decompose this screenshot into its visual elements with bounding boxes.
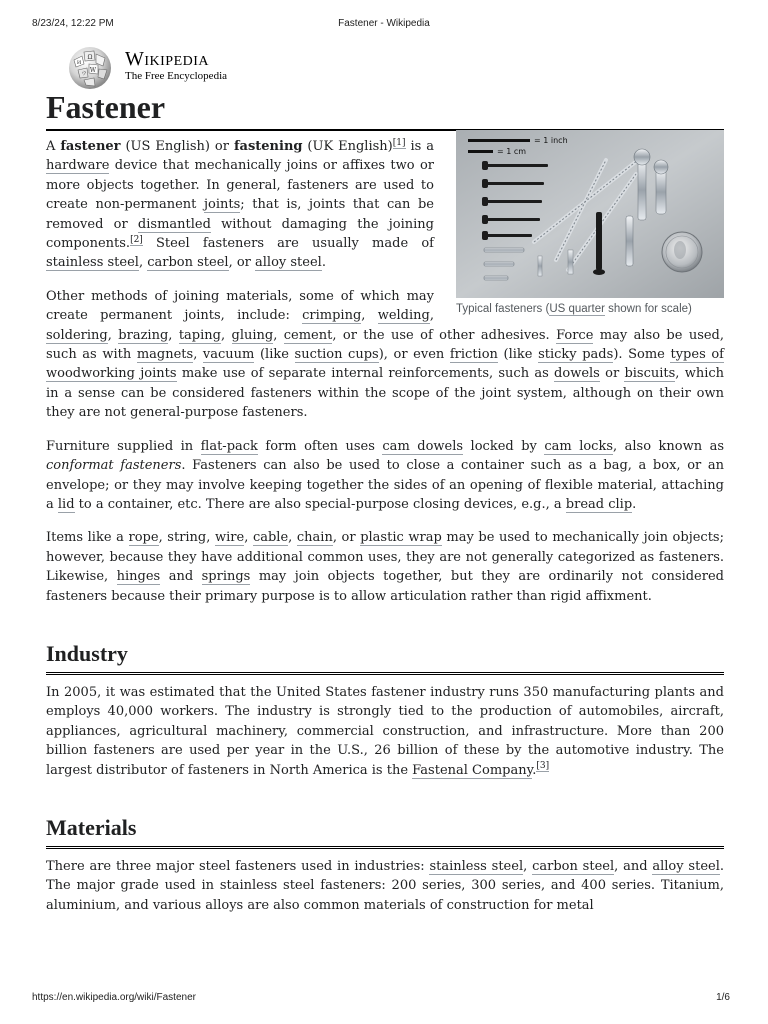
wikipedia-globe-icon — [66, 44, 114, 90]
link-lid[interactable]: lid — [57, 496, 75, 512]
caption-text: Typical fasteners ( — [456, 303, 550, 315]
link-vacuum[interactable]: vacuum — [202, 347, 255, 363]
term-fastener: fastener — [60, 139, 121, 154]
link-stainless-steel[interactable]: stainless steel — [46, 255, 139, 271]
materials-paragraph: There are three major steel fasteners used in industries: stainless steel, carbon steel, and alloy steel. The major grade used in stainless steel fasteners: 200 series, 300 series, and 400 series. Titanium, aluminium, and various alloys are also common materials of construction for metal — [46, 858, 725, 913]
print-header — [32, 18, 736, 32]
caption-text: shown for scale) — [604, 303, 692, 315]
link-dowels[interactable]: dowels — [554, 366, 600, 382]
print-page-title: Fastener - Wikipedia — [338, 18, 430, 29]
link-crimping[interactable]: crimping — [302, 308, 362, 324]
svg-text:W: W — [89, 67, 97, 74]
link-cable[interactable]: cable — [252, 530, 289, 546]
svg-text:И: И — [76, 60, 82, 66]
article-figure — [456, 130, 724, 317]
link-chain[interactable]: chain — [296, 530, 333, 546]
wikipedia-tagline: The Free Encyclopedia — [125, 70, 228, 82]
link-springs[interactable]: springs — [201, 569, 251, 585]
link-woodworking-joints[interactable]: types of woodworking joints — [46, 347, 724, 382]
link-wire[interactable]: wire — [215, 530, 245, 546]
page-title: Fastener — [46, 88, 724, 131]
link-friction[interactable]: friction — [449, 347, 498, 363]
scale-cm-label: = 1 cm — [497, 147, 527, 156]
figure-caption — [456, 301, 724, 317]
link-cement[interactable]: cement — [283, 327, 333, 343]
reference-1[interactable]: [1] — [392, 137, 406, 148]
svg-text:Ω: Ω — [87, 54, 93, 61]
link-taping[interactable]: taping — [178, 327, 221, 343]
link-soldering[interactable]: soldering — [46, 327, 108, 343]
wikipedia-wordmark: Wikipedia — [125, 48, 210, 70]
reference-2[interactable]: [2] — [130, 234, 143, 245]
link-carbon-steel[interactable]: carbon steel — [532, 858, 615, 874]
link-biscuits[interactable]: biscuits — [624, 366, 676, 382]
link-welding[interactable]: welding — [377, 308, 430, 324]
wikipedia-logo[interactable] — [66, 44, 266, 90]
industry-paragraph: In 2005, it was estimated that the United States fastener industry runs 350 manufacturing plants and employs 40,000 workers. The industry is strongly tied to the production of automobiles, aircraft, appliances, agricultural machinery, commercial construction, and infrastructure. More than 200 billion fasteners are used per year in the U.S., 26 billion of these by the automotive industry. The largest distributor of fasteners in North America is the Fastenal Company.[3] — [46, 684, 724, 778]
print-url: https://en.wikipedia.org/wiki/Fastener — [32, 992, 196, 1003]
link-joints[interactable]: joints — [203, 197, 241, 213]
article-content — [46, 88, 724, 915]
link-cam-dowels[interactable]: cam dowels — [382, 438, 464, 454]
link-suction-cups[interactable]: suction cups — [294, 347, 379, 363]
fasteners-photo[interactable] — [456, 130, 724, 298]
print-footer — [32, 992, 736, 1006]
link-cam-locks[interactable]: cam locks — [544, 438, 614, 454]
link-brazing[interactable]: brazing — [118, 327, 169, 343]
link-carbon-steel[interactable]: carbon steel — [147, 255, 229, 271]
link-hardware[interactable]: hardware — [46, 158, 110, 174]
link-magnets[interactable]: magnets — [136, 347, 194, 363]
joining-methods-paragraph: Other methods of joining materials, some of which may create permanent joints, include: crimping, welding, soldering, brazing, taping, gluing, cement, or the use of other adhesives. Force may also be used, such as with magnets, vacuum (like suction cups), or even friction (like sticky pads). Some types of woodworking joints make use of separate internal reinforcements, such as dowels or biscuits, which in a sense can be considered fasteners within the scope of the joint system, although on their own they are not general-purpose fasteners. — [46, 288, 725, 421]
section-heading-materials: Materials — [46, 814, 724, 849]
link-rope[interactable]: rope — [128, 530, 159, 546]
link-dismantled[interactable]: dismantled — [137, 216, 211, 232]
print-datetime: 8/23/24, 12:22 PM — [32, 18, 114, 29]
print-page-number: 1/6 — [716, 992, 730, 1003]
link-alloy-steel[interactable]: alloy steel — [652, 858, 720, 874]
term-conformat-fasteners: conformat fasteners — [46, 458, 182, 474]
term-fastening: fastening — [233, 139, 303, 154]
intro-paragraph: A fastener (US English) or fastening (UK English)[1] is a hardware device that mechanically joins or affixes two or more objects together. In general, fasteners are used to create non-permanent joints; that is, joints that can be removed or dismantled without damaging the joining components.[2] Steel fasteners are usually made of stainless steel, carbon steel, or alloy steel. — [46, 137, 435, 271]
svg-text:ウ: ウ — [81, 71, 87, 77]
items-paragraph: Items like a rope, string, wire, cable, chain, or plastic wrap may be used to mechanically join objects; however, because they have additional common uses, they are not generally categorized as fasteners. Likewise, hinges and springs may join objects together, but they are ordinarily not considered fasteners because their primary purpose is to allow articulation rather than rigid affixment. — [46, 530, 724, 604]
reference-3[interactable]: [3] — [536, 761, 550, 772]
link-stainless-steel[interactable]: stainless steel — [429, 858, 524, 874]
link-force[interactable]: Force — [556, 327, 594, 343]
link-flat-pack[interactable]: flat-pack — [200, 438, 258, 454]
section-heading-industry: Industry — [46, 640, 724, 675]
link-bread-clip[interactable]: bread clip — [565, 496, 633, 512]
link-gluing[interactable]: gluing — [231, 327, 274, 343]
link-fastenal-company[interactable]: Fastenal Company — [412, 762, 533, 778]
link-us-quarter[interactable]: US quarter — [549, 303, 605, 315]
link-alloy-steel[interactable]: alloy steel — [255, 255, 322, 271]
furniture-paragraph: Furniture supplied in flat-pack form often uses cam dowels locked by cam locks, also known as conformat fasteners. Fasteners can also be used to close a container such as a bag, a box, or an envelope; or they may involve keeping together the sides of an opening of flexible material, attaching a lid to a container, etc. There are also special-purpose closing devices, e.g., a bread clip. — [46, 438, 725, 512]
scale-inch-label: = 1 inch — [534, 136, 568, 145]
link-hinges[interactable]: hinges — [116, 569, 161, 585]
link-sticky-pads[interactable]: sticky pads — [538, 347, 614, 363]
link-plastic-wrap[interactable]: plastic wrap — [360, 530, 442, 546]
